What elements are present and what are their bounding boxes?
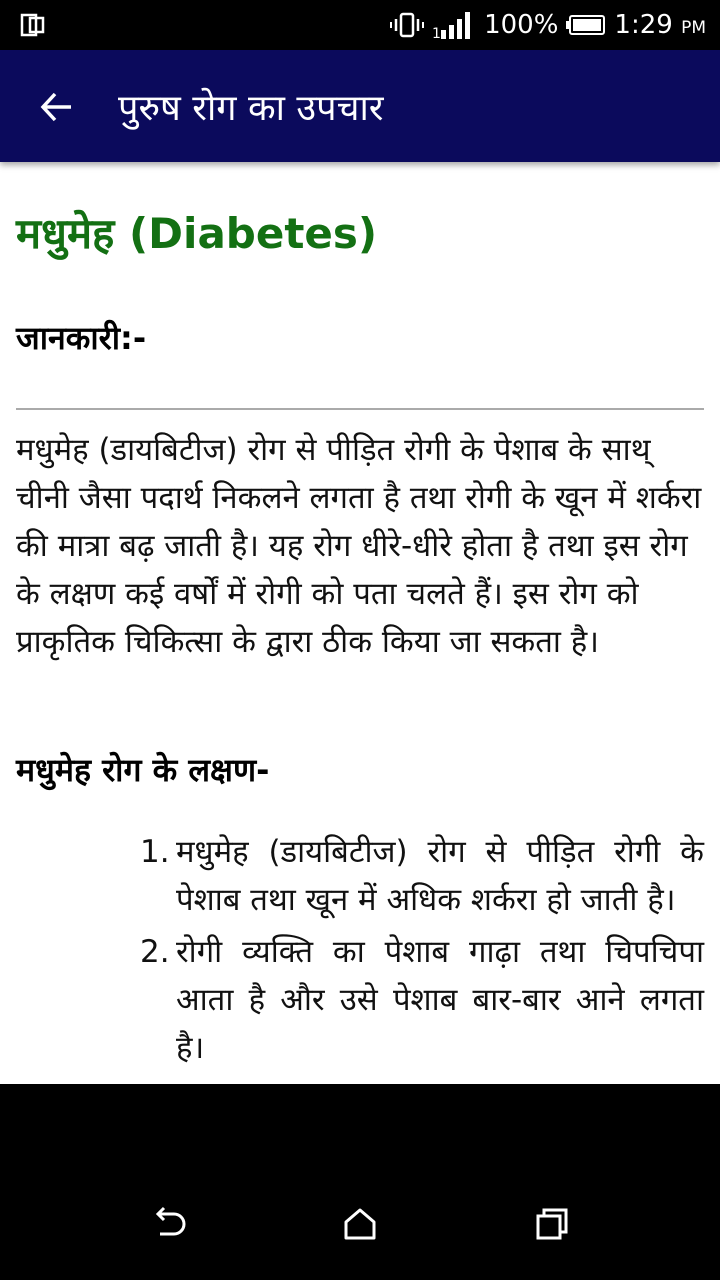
divider [16,408,704,410]
app-title: पुरुष रोग का उपचार [118,88,384,129]
vibrate-icon [390,12,424,38]
navigation-bar [0,1084,720,1280]
sim-card-icon [20,12,46,38]
nav-back-button[interactable] [138,1194,198,1254]
intro-paragraph: मधुमेह (डायबिटीज) रोग से पीड़ित रोगी के पेशाब के साथ् चीनी जैसा पदार्थ निकलने लगता है तथा रोगी के खून में शर्करा की मात्रा बढ़ जाती है। यह रोग धीरे-धीरे होता है तथा इस रोग के लक्षण कई वर्षों में रोगी को पता चलते हैं। इस रोग को प्राकृतिक चिकित्सा के द्वारा ठीक किया जा सकता है। [16,432,702,661]
nav-recents-button[interactable] [522,1194,582,1254]
battery-percent: 100% [484,10,559,40]
nav-back-icon [148,1206,188,1242]
article-content[interactable] [0,162,720,1084]
nav-home-icon [342,1206,378,1242]
symptoms-heading: मधुमेह रोग के लक्षण- [16,751,270,789]
list-number: 2. [140,934,170,971]
back-arrow-icon [39,89,75,125]
nav-home-button[interactable] [330,1194,390,1254]
list-text: मधुमेह (डायबिटीज) रोग से पीड़ित रोगी के पेशाब तथा खून में अधिक शर्करा हो जाती है। [176,834,704,919]
list-item [140,828,704,924]
status-bar [0,0,720,50]
symptom-list [140,828,704,1076]
nav-recents-icon [534,1206,570,1242]
app-bar [0,50,720,162]
svg-text:1: 1 [432,26,441,40]
list-text: रोगी व्यक्ति का पेशाब गाढ़ा तथा चिपचिपा आता है और उसे पेशाब बार-बार आने लगता है। [176,934,704,1067]
battery-icon [566,14,606,36]
list-number: 1. [140,834,170,870]
article-title: मधुमेह (Diabetes) [16,209,378,258]
clock: 1:29 PM [614,10,706,40]
signal-icon [432,10,476,40]
back-button[interactable] [30,80,84,134]
list-item [140,928,704,1072]
info-heading: जानकारी:- [16,319,147,357]
